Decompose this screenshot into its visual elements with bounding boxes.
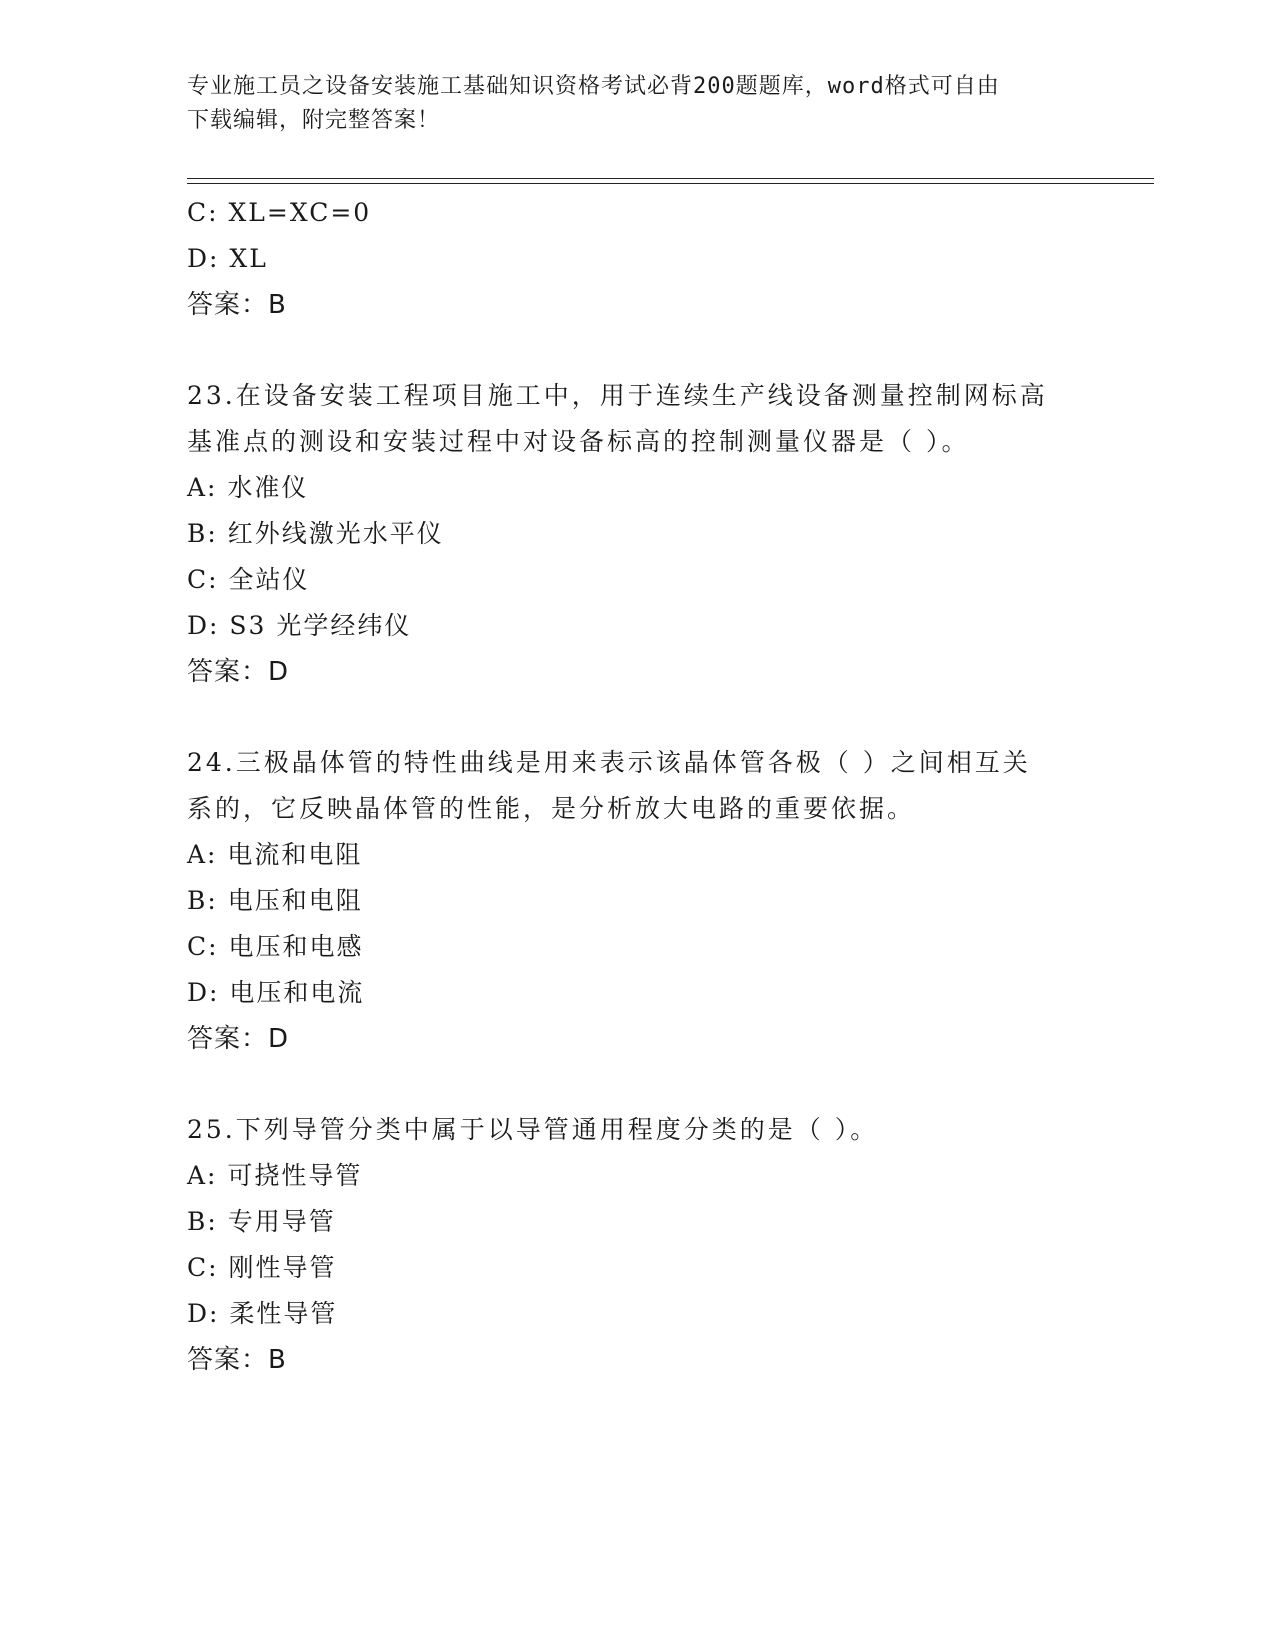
question-stem: 23.在设备安装工程项目施工中，用于连续生产线设备测量控制网标高 bbox=[187, 381, 1048, 410]
option-c: C: 电压和电感 bbox=[187, 932, 364, 961]
question-25 bbox=[187, 1107, 1087, 1383]
question-list bbox=[187, 190, 1087, 1383]
question-stem-cont: 系的，它反映晶体管的性能，是分析放大电路的重要依据。 bbox=[187, 794, 916, 823]
answer-line: 答案：D bbox=[187, 657, 290, 687]
option-c: C: 全站仪 bbox=[187, 565, 310, 594]
option-c: C: 刚性导管 bbox=[187, 1253, 337, 1282]
answer-line: 答案：D bbox=[187, 1024, 290, 1054]
header-line-2: 下载编辑，附完整答案！ bbox=[187, 108, 441, 133]
document-header bbox=[187, 70, 1067, 138]
option-d: D: XL bbox=[187, 244, 268, 273]
question-24 bbox=[187, 740, 1087, 1062]
option-a: A: 可挠性导管 bbox=[187, 1161, 363, 1190]
answer-line: 答案：B bbox=[187, 1345, 287, 1375]
header-divider-bottom bbox=[187, 183, 1154, 184]
option-c: C: XL=XC=0 bbox=[187, 198, 372, 227]
option-b: B: 红外线激光水平仪 bbox=[187, 519, 444, 548]
option-d: D: S3 光学经纬仪 bbox=[187, 611, 412, 640]
question-stem: 25.下列导管分类中属于以导管通用程度分类的是（ ）。 bbox=[187, 1115, 879, 1144]
question-22-tail bbox=[187, 190, 1087, 328]
option-a: A: 电流和电阻 bbox=[187, 840, 363, 869]
option-b: B: 电压和电阻 bbox=[187, 886, 363, 915]
option-d: D: 柔性导管 bbox=[187, 1299, 338, 1328]
answer-line: 答案：B bbox=[187, 290, 287, 320]
option-b: B: 专用导管 bbox=[187, 1207, 336, 1236]
question-stem: 24.三极晶体管的特性曲线是用来表示该晶体管各极（ ）之间相互关 bbox=[187, 748, 1031, 777]
option-d: D: 电压和电流 bbox=[187, 978, 365, 1007]
question-23 bbox=[187, 373, 1087, 695]
option-a: A: 水准仪 bbox=[187, 473, 309, 502]
question-stem-cont: 基准点的测设和安装过程中对设备标高的控制测量仪器是（ ）。 bbox=[187, 427, 970, 456]
header-divider-top bbox=[187, 178, 1154, 179]
header-line-1: 专业施工员之设备安装施工基础知识资格考试必背200题题库，word格式可自由 bbox=[187, 74, 1000, 99]
